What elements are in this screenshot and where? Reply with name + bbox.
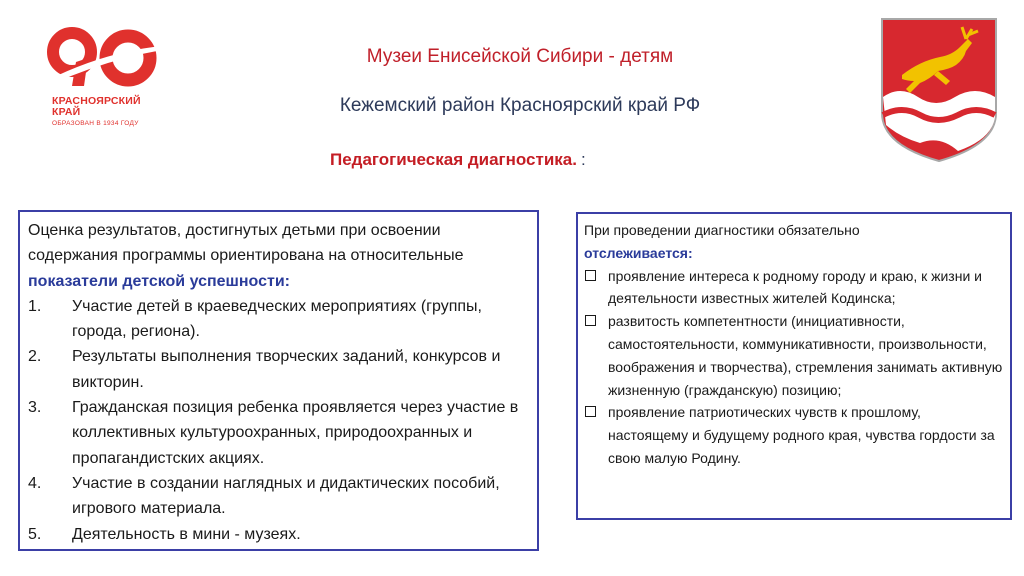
list-item-text: проявление интереса к родному городу и краю, к жизни и деятельности известных жителей Кодинска; [608, 267, 982, 307]
success-indicators-panel [18, 210, 539, 551]
list-item-number: 4. [28, 474, 42, 492]
list-item-text: Участие детей в краеведческих мероприятиях (группы, города, региона). [72, 297, 482, 341]
right-panel-intro [584, 219, 1004, 265]
section-heading-colon: : [580, 150, 586, 169]
checkbox-bullet-icon [585, 270, 596, 281]
list-item-number: 3. [28, 399, 42, 417]
list-item-text: развитость компетентности (инициативности, самостоятельности, коммуникативности, произвольности, воображения и творчества), стремления занимать активную жизненную (гражданскую) позицию; [608, 313, 1003, 398]
left-panel-intro-highlight: показатели детской успешности: [28, 272, 290, 290]
list-item [28, 522, 531, 547]
checkbox-bullet-icon [585, 406, 596, 417]
list-item-text: Участие в создании наглядных и дидактических пособий, игрового материала. [72, 474, 500, 518]
checkbox-bullet-icon [585, 315, 596, 326]
section-heading-text: Педагогическая диагностика. [330, 150, 577, 169]
left-panel-intro [28, 218, 531, 294]
coat-of-arms [880, 17, 998, 163]
tracking-list [584, 265, 1004, 470]
section-heading [330, 150, 586, 170]
indicators-list [28, 294, 531, 547]
list-item-number: 2. [28, 348, 42, 366]
right-panel-intro-highlight: отслеживается: [584, 244, 693, 261]
list-item [28, 395, 531, 471]
list-item-text: проявление патриотических чувств к прошлому, настоящему и будущему родного края, чувства гордости за свою малую Родину. [608, 404, 995, 466]
logo-founded-text: ОБРАЗОВАН В 1934 ГОДУ [52, 120, 139, 127]
right-panel-intro-text: При проведении диагностики обязательно [584, 222, 860, 238]
left-panel-intro-text: Оценка результатов, достигнутых детьми при освоении содержания программы ориентирована на относительные [28, 222, 464, 265]
list-item [28, 294, 531, 345]
logo-region-line1: КРАСНОЯРСКИЙ [52, 95, 141, 107]
logo-region-line2: КРАЙ [52, 106, 81, 118]
anniversary-logo [44, 24, 164, 134]
diagnostics-tracking-panel [576, 212, 1012, 520]
ninety-logo-icon [44, 24, 164, 94]
list-item [28, 471, 531, 522]
list-item-number: 5. [28, 525, 42, 543]
page-title: Музеи Енисейской Сибири - детям [366, 46, 674, 67]
district-subtitle: Кежемский район Красноярский край РФ [339, 95, 701, 116]
list-item [28, 344, 531, 395]
list-item-number: 1. [28, 297, 42, 315]
list-item [584, 310, 1004, 401]
list-item [584, 401, 1004, 469]
list-item-text: Гражданская позиция ребенка проявляется через участие в коллективных культуроохранных, природоохранных и пропагандистских акциях. [72, 399, 519, 467]
list-item-text: Деятельность в мини - музеях. [72, 525, 301, 543]
deer-coat-of-arms-icon [880, 17, 998, 163]
list-item-text: Результаты выполнения творческих заданий, конкурсов и викторин. [72, 348, 501, 391]
list-item [584, 265, 1004, 311]
logo-region-text [52, 96, 141, 118]
